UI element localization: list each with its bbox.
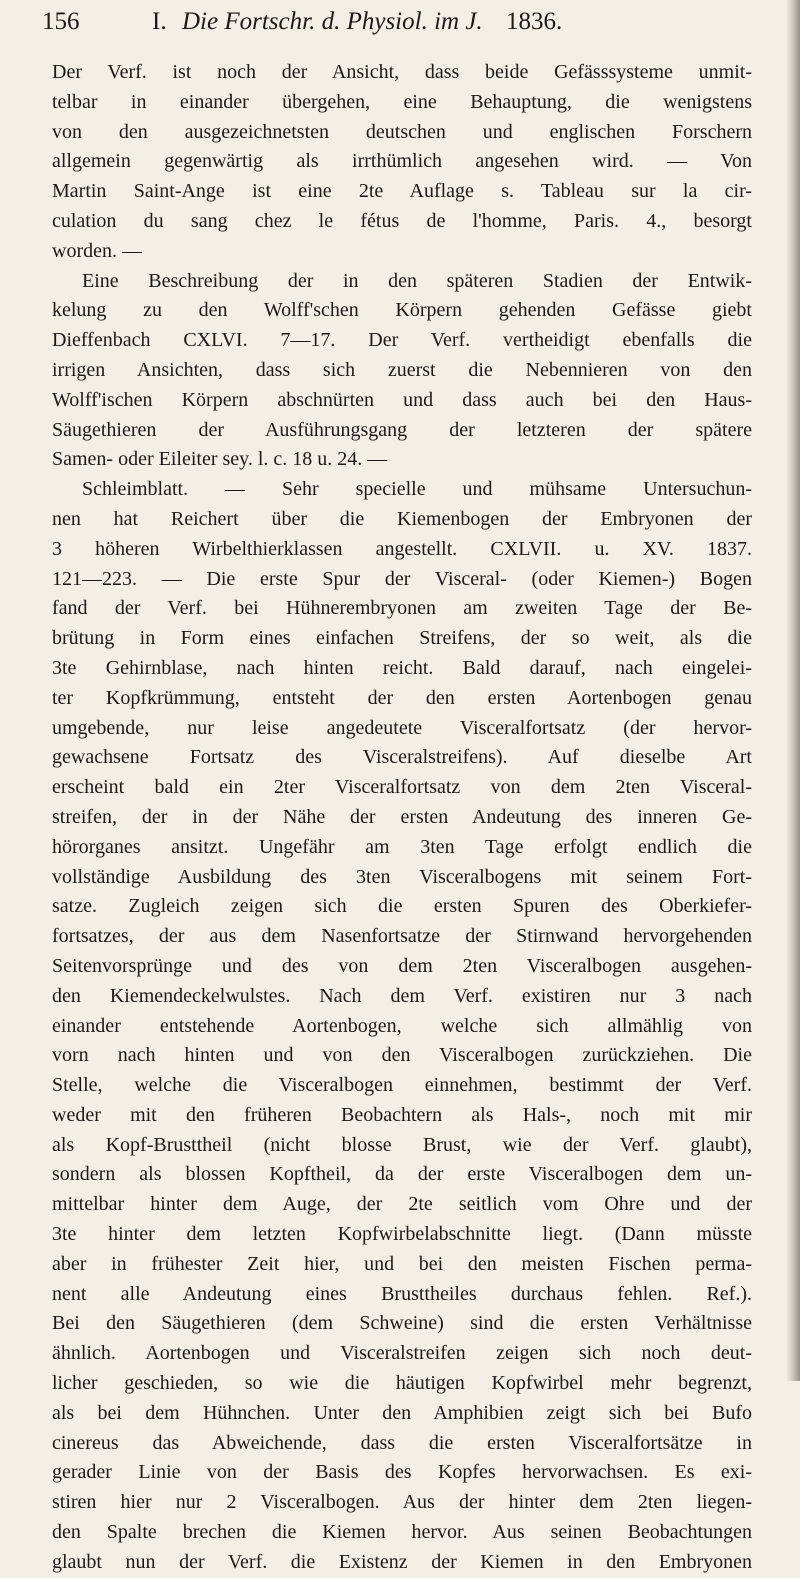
text-line: ter Kopfkrümmung, entsteht der den ersten Aortenbogen genau [52, 686, 752, 709]
text-line: fortsatzes, der aus dem Nasenfortsatze der Stirnwand hervorgehenden [52, 925, 752, 948]
section-number: I. [152, 8, 167, 35]
text-line: gerader Linie von der Basis des Kopfes hervorwachsen. Es exi- [52, 1461, 752, 1484]
text-line: Seitenvorsprünge und des von dem 2ten Visceralbogen ausgehen- [52, 954, 752, 977]
page-number: 156 [42, 8, 80, 35]
text-line: vollständige Ausbildung des 3ten Visceralbogens mit seinem Fort- [52, 865, 752, 888]
text-line: 3te Gehirnblase, nach hinten reicht. Bald darauf, nach eingelei- [52, 656, 752, 679]
text-line: einander entstehende Aortenbogen, welche sich allmählig von [52, 1014, 752, 1037]
text-line: Der Verf. ist noch der Ansicht, dass beide Gefässsysteme unmit- [52, 61, 752, 83]
text-line: hörorganes ansitzt. Ungefähr am 3ten Tage erfolgt endlich die [52, 835, 752, 858]
text-line: kelung zu den Wolff'schen Körpern gehenden Gefässe giebt [52, 299, 752, 322]
text-line: Bei den Säugethieren (dem Schweine) sind die ersten Verhältnisse [52, 1312, 752, 1335]
text-line: cinereus das Abweichende, dass die ersten Visceralfortsätze in [52, 1431, 752, 1454]
text-line: umgebende, nur leise angedeutete Visceralfortsatz (der hervor- [52, 716, 752, 739]
text-line: streifen, der in der Nähe der ersten Andeutung des inneren Ge- [52, 805, 752, 828]
body-text [52, 58, 752, 1578]
text-line: weder mit den früheren Beobachtern als Hals-, noch mit mir [52, 1103, 752, 1126]
text-line: 3te hinter dem letzten Kopfwirbelabschnitte liegt. (Dann müsste [52, 1223, 752, 1246]
text-line: Samen- oder Eileiter sey. l. c. 18 u. 24. — [52, 448, 388, 471]
text-line: aber in frühester Zeit hier, und bei den meisten Fischen perma- [52, 1252, 752, 1275]
text-line: brütung in Form eines einfachen Streifens, der so weit, als die [52, 627, 752, 650]
text-line: irrigen Ansichten, dass sich zuerst die Nebennieren von den [52, 358, 752, 381]
text-line: stiren hier nur 2 Visceralbogen. Aus der hinter dem 2ten liegen- [52, 1491, 752, 1514]
text-line: sondern als blossen Kopftheil, da der erste Visceralbogen dem un- [52, 1163, 752, 1186]
text-line: Schleimblatt. — Sehr specielle und mühsame Untersuchun- [82, 478, 752, 501]
text-line: 3 höheren Wirbelthierklassen angestellt. CXLVII. u. XV. 1837. [52, 537, 752, 560]
text-line: den Kiemendeckelwulstes. Nach dem Verf. existiren nur 3 nach [52, 984, 752, 1007]
text-line: Dieffenbach CXLVI. 7—17. Der Verf. vertheidigt ebenfalls die [52, 329, 752, 352]
text-line: allgemein gegenwärtig als irrthümlich angesehen wird. — Von [52, 150, 752, 173]
text-line: licher geschieden, so wie die häutigen Kopfwirbel mehr begrenzt, [52, 1372, 752, 1395]
text-line: satze. Zugleich zeigen sich die ersten Spuren des Oberkiefer- [52, 895, 752, 918]
text-line: mittelbar hinter dem Auge, der 2te seitlich vom Ohre und der [52, 1193, 752, 1216]
text-line: vorn nach hinten und von den Visceralbogen zurückziehen. Die [52, 1044, 752, 1067]
text-line: glaubt nun der Verf. die Existenz der Kiemen in den Embryonen [52, 1550, 752, 1573]
text-line: von den ausgezeichnetsten deutschen und englischen Forschern [52, 120, 752, 143]
text-line: culation du sang chez le fétus de l'homme, Paris. 4., besorgt [52, 209, 752, 232]
text-line: den Spalte brechen die Kiemen hervor. Aus seinen Beobachtungen [52, 1521, 752, 1544]
text-line: ähnlich. Aortenbogen und Visceralstreifen zeigen sich noch deut- [52, 1342, 752, 1365]
text-line: Säugethieren der Ausführungsgang der letzteren der spätere [52, 418, 752, 441]
text-line: nen hat Reichert über die Kiemenbogen der Embryonen der [52, 507, 752, 530]
text-line: als bei dem Hühnchen. Unter den Amphibien zeigt sich bei Bufo [52, 1401, 752, 1424]
text-line: Martin Saint-Ange ist eine 2te Auflage s. Tableau sur la cir- [52, 180, 752, 203]
text-line: worden. — [52, 239, 142, 262]
text-line: Eine Beschreibung der in den späteren Stadien der Entwik- [82, 269, 752, 292]
text-line: fand der Verf. bei Hühnerembryonen am zweiten Tage der Be- [52, 597, 752, 620]
running-title: Die Fortschr. d. Physiol. im J. [182, 8, 483, 35]
text-line: erscheint bald ein 2ter Visceralfortsatz von dem 2ten Visceral- [52, 776, 752, 799]
header-year: 1836. [506, 8, 563, 35]
running-header [40, 8, 760, 44]
text-line: als Kopf-Brusttheil (nicht blosse Brust, wie der Verf. glaubt), [52, 1133, 752, 1156]
text-line: Stelle, welche die Visceralbogen einnehmen, bestimmt der Verf. [52, 1074, 752, 1097]
text-line: telbar in einander übergehen, eine Behauptung, die wenigstens [52, 90, 752, 113]
text-line: nent alle Andeutung eines Brusttheiles durchaus fehlen. Ref.). [52, 1282, 752, 1305]
text-line: Wolff'ischen Körpern abschnürten und dass auch bei den Haus- [52, 388, 752, 411]
text-line: 121—223. — Die erste Spur der Visceral- (oder Kiemen-) Bogen [52, 567, 752, 590]
page-edge-shadow [786, 0, 800, 1381]
text-line: gewachsene Fortsatz des Visceralstreifens). Auf dieselbe Art [52, 746, 752, 769]
